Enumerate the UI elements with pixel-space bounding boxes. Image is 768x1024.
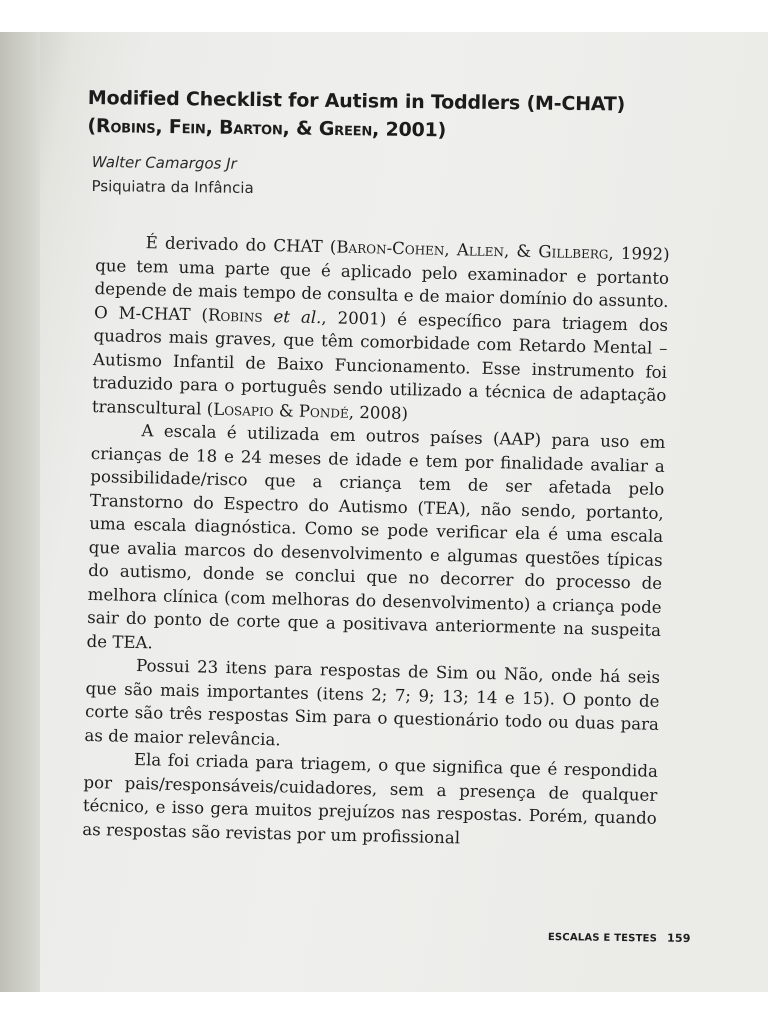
page-footer	[548, 930, 691, 945]
p1-text-b: , 1992) que tem uma parte que é aplicado pelo examinador e portanto depende de mais tempo de consulta e de maior domínio do assunto. O M-CHAT (	[93, 243, 670, 325]
author-role: Psiquiatra da Infância	[91, 176, 254, 197]
paragraph-1	[92, 230, 670, 431]
p1-text-c: , 2001) é específico para triagem dos quadros mais graves, que têm comorbidade com Retardo Mental – Autismo Infantil de Baixo Funcionamento. Esse instrumento foi traduzido para o português sendo utilizado a técnica de adaptação transcultural (	[91, 307, 669, 419]
page-number: 159	[666, 931, 691, 945]
page-gutter	[0, 32, 40, 992]
title-line-1: Modified Checklist for Autism in Toddlers (M-CHAT)	[87, 86, 626, 116]
p1-citation-losapio: Losapio & Pondé	[212, 399, 350, 422]
paragraph-3: Possui 23 itens para respostas de Sim ou Não, onde há seis que são mais importantes (itens 2; 7; 9; 13; 14 e 15). O ponto de corte são três respostas Sim para o questionário todo ou duas para as de maior relevância.	[84, 656, 661, 749]
title-line-2: (Robins, Fein, Barton, & Green, 2001)	[87, 114, 447, 142]
paragraph-4: Ela foi criada para triagem, o que significa que é respondida por pais/responsáveis/cuidadores, sem a presença de qualquer técnico, e isso gera muitos prejuízos nas respostas. Porém, quando as respostas são revistas por um profissional	[82, 750, 659, 847]
p1-text-d: , 2008)	[348, 402, 409, 423]
p1-citation-robins: Robins	[207, 305, 263, 326]
body-text	[82, 230, 670, 854]
p1-text-a: É derivado do CHAT (	[145, 233, 337, 257]
footer-section: ESCALAS E TESTES	[547, 931, 658, 945]
author-block	[91, 150, 254, 200]
top-background	[0, 0, 768, 32]
p1-citation-baron-cohen: Baron-Cohen, Allen, & Gillberg	[336, 237, 609, 263]
p1-et-al: et al.	[273, 306, 322, 327]
author-name: Walter Camargos Jr	[91, 152, 237, 173]
bottom-background	[0, 992, 768, 1024]
chapter-title	[87, 84, 648, 147]
paragraph-2: A escala é utilizada em outros países (AAP) para uso em crianças de 18 e 24 meses de idade e tem por finalidade avaliar a possibilidade/risco que a criança tem de ser afetada pelo Transtorno do Espectro do Autismo (TEA), não sendo, portanto, uma escala diagnóstica. Como se pode verificar ela é uma escala que avalia marcos do desenvolvimento e algumas questões típicas do autismo, donde se conclui que no decorrer do processo de melhora clínica (com melhoras do desenvolvimento) a criança pode sair do ponto de corte que a positivava anteriormente na suspeita de TEA.	[86, 421, 666, 652]
